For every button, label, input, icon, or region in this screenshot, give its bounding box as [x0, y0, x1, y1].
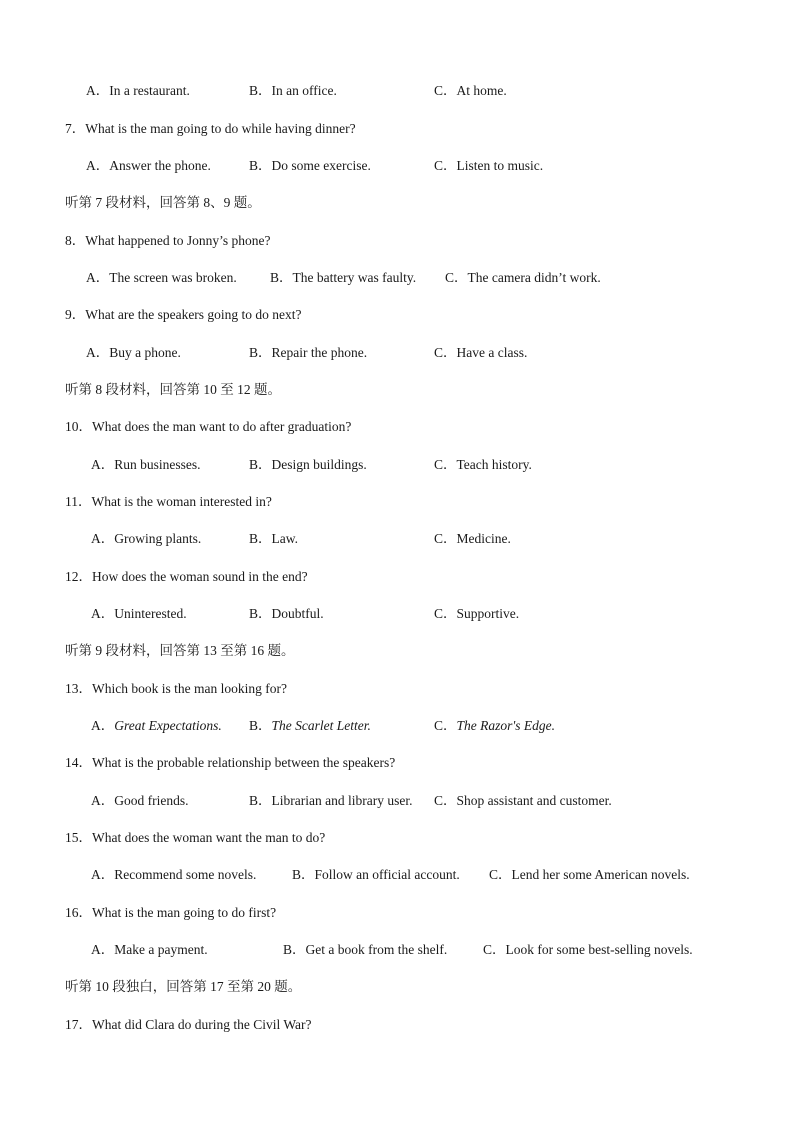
- q11-option-b: B．Law.: [249, 531, 298, 546]
- q13-option-c-title: The Razor's Edge.: [456, 718, 556, 733]
- q11-stem: 11．What is the woman interested in?: [65, 494, 272, 509]
- q10-option-c: C．Teach history.: [434, 457, 532, 472]
- q7-stem: 7．What is the man going to do while having dinner?: [65, 121, 356, 136]
- q14-option-b: B．Librarian and library user.: [249, 793, 413, 808]
- section-8-heading: 听第 8 段材料，回答第 10 至 12 题。: [65, 382, 281, 397]
- q13-option-c-letter: C．: [434, 718, 457, 733]
- q8-option-c: C．The camera didn’t work.: [445, 270, 601, 285]
- q6-option-c: C．At home.: [434, 83, 507, 98]
- q11-option-a: A．Growing plants.: [91, 531, 202, 546]
- q7-option-c: C．Listen to music.: [434, 158, 544, 173]
- q10-option-b: B．Design buildings.: [249, 457, 367, 472]
- q15-stem: 15．What does the woman want the man to do?: [65, 830, 326, 845]
- q16-stem: 16．What is the man going to do first?: [65, 905, 277, 920]
- q9-option-a: A．Buy a phone.: [86, 345, 181, 360]
- q15-option-c: C．Lend her some American novels.: [489, 867, 690, 882]
- q16-option-c: C．Look for some best-selling novels.: [483, 942, 693, 957]
- q14-option-c: C．Shop assistant and customer.: [434, 793, 612, 808]
- q16-option-a: A．Make a payment.: [91, 942, 208, 957]
- q13-option-a: [91, 717, 222, 735]
- q13-option-a-title: Great Expectations.: [114, 718, 222, 733]
- q7-option-a: A．Answer the phone.: [86, 158, 211, 173]
- q9-stem: 9．What are the speakers going to do next?: [65, 307, 302, 322]
- q12-option-a: A．Uninterested.: [91, 606, 187, 621]
- q13-option-c: [434, 717, 555, 735]
- q7-option-b: B．Do some exercise.: [249, 158, 371, 173]
- q13-option-b: [249, 717, 371, 735]
- q10-option-a: A．Run businesses.: [91, 457, 201, 472]
- section-10-heading: 听第 10 段独白，回答第 17 至第 20 题。: [65, 979, 302, 994]
- q6-option-b: B．In an office.: [249, 83, 337, 98]
- q15-option-b: B．Follow an official account.: [292, 867, 460, 882]
- q13-option-a-letter: A．: [91, 718, 115, 733]
- q14-option-a: A．Good friends.: [91, 793, 189, 808]
- q16-option-b: B．Get a book from the shelf.: [283, 942, 448, 957]
- q8-option-a: A．The screen was broken.: [86, 270, 237, 285]
- q13-option-b-title: The Scarlet Letter.: [271, 718, 371, 733]
- q13-stem: 13．Which book is the man looking for?: [65, 681, 287, 696]
- q17-stem: 17．What did Clara do during the Civil War?: [65, 1017, 312, 1032]
- q12-option-c: C．Supportive.: [434, 606, 520, 621]
- q9-option-b: B．Repair the phone.: [249, 345, 368, 360]
- q14-stem: 14．What is the probable relationship between the speakers?: [65, 755, 396, 770]
- q9-option-c: C．Have a class.: [434, 345, 528, 360]
- q12-option-b: B．Doubtful.: [249, 606, 324, 621]
- q13-option-b-letter: B．: [249, 718, 272, 733]
- q6-option-a: A．In a restaurant.: [86, 83, 190, 98]
- q12-stem: 12．How does the woman sound in the end?: [65, 569, 308, 584]
- q11-option-c: C．Medicine.: [434, 531, 511, 546]
- section-7-heading: 听第 7 段材料，回答第 8、9 题。: [65, 195, 261, 210]
- q8-option-b: B．The battery was faulty.: [270, 270, 417, 285]
- q10-stem: 10．What does the man want to do after graduation?: [65, 419, 352, 434]
- q15-option-a: A．Recommend some novels.: [91, 867, 257, 882]
- section-9-heading: 听第 9 段材料，回答第 13 至第 16 题。: [65, 643, 295, 658]
- q8-stem: 8．What happened to Jonny’s phone?: [65, 233, 271, 248]
